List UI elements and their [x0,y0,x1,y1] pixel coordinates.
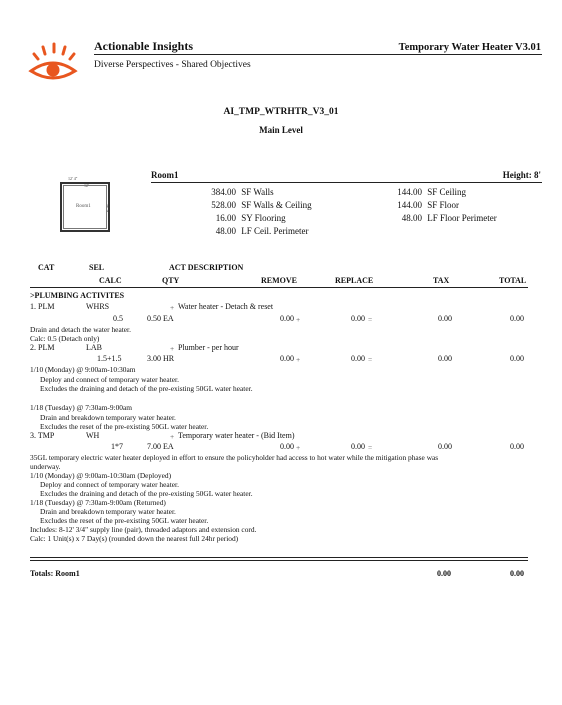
item-1-calc: 0.5 [113,314,123,323]
item-3-note-8: Includes: 8-12' 3/4" supply line (pair), threaded adaptors and extension cord. [30,525,257,534]
table-header-rule [30,287,528,288]
item-3-note-3: Deploy and connect of temporary water heater. [40,480,179,489]
header-total: TOTAL [499,276,527,285]
measurement-right-2: 48.00 LF Floor Perimeter [401,213,497,223]
measurement-left-3: 48.00 LF Ceil. Perimeter [215,226,309,236]
item-2-replace-mark: = [368,355,373,364]
item-3-note-5: 1/18 (Tuesday) @ 7:30am-9:00am (Returned) [30,498,166,507]
item-1-tax: 0.00 [438,314,452,323]
room-name: Room1 [151,170,179,180]
totals-total: 0.00 [510,569,524,578]
room-height: Height: 8' [502,170,541,180]
item-3-remove: 0.00 [280,442,294,451]
item-1-cat: 1. PLM [30,302,55,311]
item-2-desc: Plumber - per hour [178,343,239,352]
item-1-replace-mark: = [368,315,373,324]
item-2-note-4: 1/18 (Tuesday) @ 7:30am-9:00am [30,403,132,412]
room-rule [151,182,542,183]
measurement-right-1: 144.00 SF Floor [397,200,460,210]
company-name: Actionable Insights [94,39,194,53]
item-1-qty: 0.50 EA [147,314,174,323]
item-1-act: + [170,303,175,312]
item-1-total: 0.00 [510,314,524,323]
item-3-desc: Temporary water heater - (Bid Item) [178,431,295,440]
totals-rule-bottom [30,560,528,561]
room-diagram [56,176,126,242]
measurement-left-0: 384.00 SF Walls [211,187,274,197]
item-2-replace: 0.00 [351,354,365,363]
item-1-remove: 0.00 [280,314,294,323]
totals-rule-top [30,557,528,558]
section-title: >PLUMBING ACTIVITES [30,291,125,300]
estimate-level: Main Level [259,125,303,135]
item-3-note-2: 1/10 (Monday) @ 9:00am-10:30am (Deployed) [30,471,172,480]
item-3-act: + [170,432,175,441]
estimate-code: AI_TMP_WTRHTR_V3_01 [223,107,339,117]
item-2-cat: 2. PLM [30,343,55,352]
item-2-calc: 1.5+1.5 [97,354,122,363]
room-diagram-label: Room1 [76,204,91,209]
item-1-note-1: Calc: 0.5 (Detach only) [30,334,100,343]
item-2-note-1: Deploy and connect of temporary water heater. [40,375,179,384]
header-rule [94,54,542,55]
header-remove: REMOVE [261,276,297,285]
item-3-tax: 0.00 [438,442,452,451]
room-dim-inner: 12' [84,183,89,188]
item-3-note-6: Drain and breakdown temporary water heater. [40,507,176,516]
header-replace: REPLACE [335,276,374,285]
document-title: Temporary Water Heater V3.01 [398,42,541,53]
item-2-note-5: Drain and breakdown temporary water heater. [40,413,176,422]
item-3-note-4: Excludes the draining and detach of the pre-existing 50GL water heater. [40,489,253,498]
item-2-note-0: 1/10 (Monday) @ 9:00am-10:30am [30,365,136,374]
item-2-remove-mark: + [296,355,301,364]
item-2-qty: 3.00 HR [147,354,175,363]
header-tax: TAX [433,276,450,285]
company-tagline: Diverse Perspectives - Shared Objectives [94,60,251,70]
measurement-left-2: 16.00 SY Flooring [215,213,286,223]
item-3-replace: 0.00 [351,442,365,451]
company-logo [28,40,78,84]
item-3-calc: 1*7 [111,442,123,451]
item-3-note-0: 35GL temporary electric water heater deployed in effort to ensure the policyholder had access to hot water while the mitigation phase was [30,453,439,462]
item-2-sel: LAB [86,343,102,352]
item-3-qty: 7.00 EA [147,442,174,451]
room-dim-top: 12' 4" [68,176,78,181]
room-dim-side: 12' 4" [106,204,111,214]
item-3-remove-mark: + [296,443,301,452]
item-3-note-7: Excludes the reset of the pre-existing 50GL water heater. [40,516,209,525]
item-2-act: + [170,344,175,353]
item-1-sel: WHRS [86,302,110,311]
item-1-remove-mark: + [296,315,301,324]
item-1-note-0: Drain and detach the water heater. [30,325,131,334]
item-3-replace-mark: = [368,443,373,452]
header-sel: SEL [89,263,105,272]
item-3-total: 0.00 [510,442,524,451]
item-3-note-9: Calc: 1 Unit(s) x 7 Day(s) (rounded down the nearest full 24hr period) [30,534,239,543]
item-3-cat: 3. TMP [30,431,55,440]
totals-label: Totals: Room1 [30,569,80,578]
item-2-note-6: Excludes the reset of the pre-existing 50GL water heater. [40,422,209,431]
item-2-remove: 0.00 [280,354,294,363]
header-qty: QTY [162,276,180,285]
header-act-desc: ACT DESCRIPTION [169,263,244,272]
item-1-replace: 0.00 [351,314,365,323]
item-3-note-1: underway. [30,462,61,471]
item-3-sel: WH [86,431,100,440]
item-2-total: 0.00 [510,354,524,363]
totals-tax: 0.00 [437,569,451,578]
header-calc: CALC [99,276,122,285]
measurement-right-0: 144.00 SF Ceiling [397,187,467,197]
header-cat: CAT [38,263,55,272]
item-2-tax: 0.00 [438,354,452,363]
item-1-desc: Water heater - Detach & reset [178,302,274,311]
measurement-left-1: 528.00 SF Walls & Ceiling [211,200,312,210]
item-2-note-2: Excludes the draining and detach of the pre-existing 50GL water heater. [40,384,253,393]
